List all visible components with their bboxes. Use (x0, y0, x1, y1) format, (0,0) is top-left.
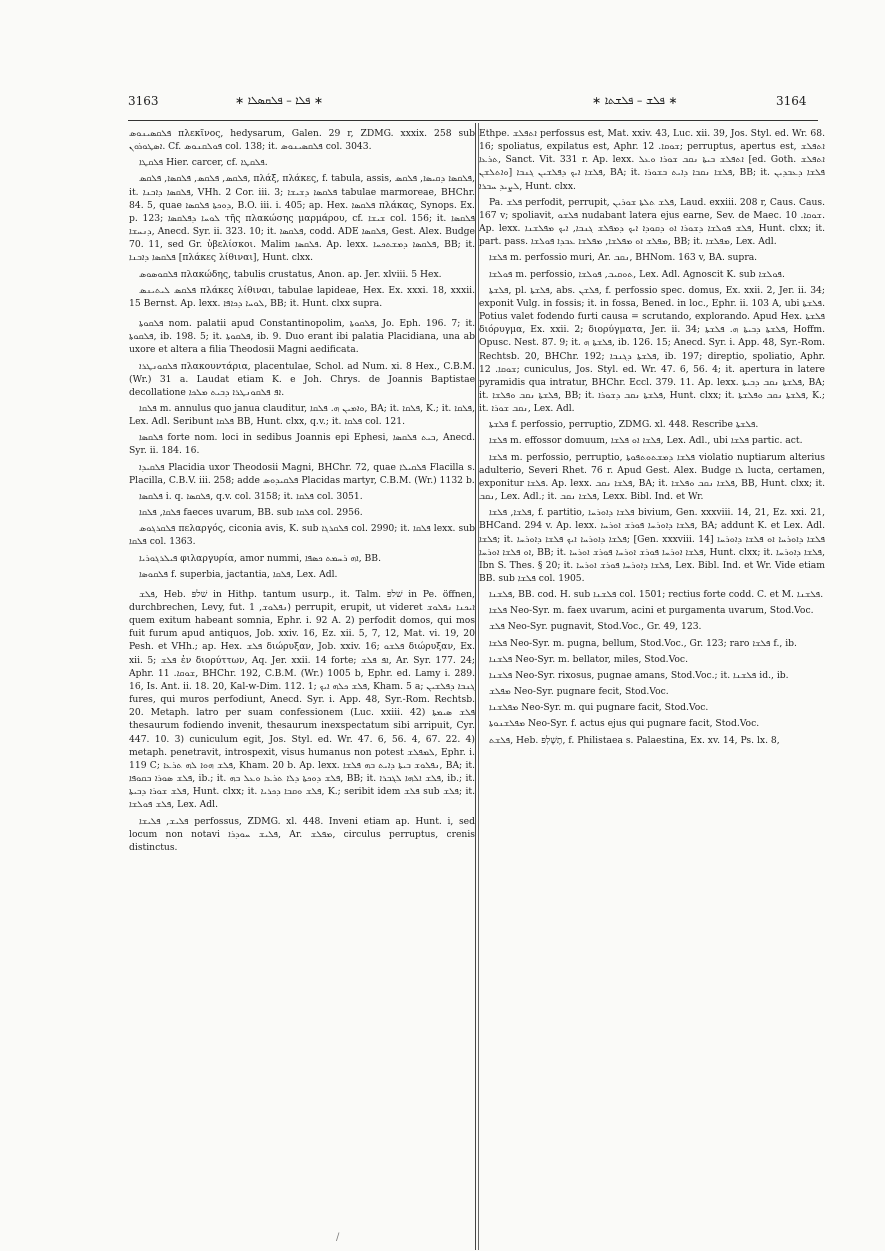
running-head-right: ∗ ܦܠܫ – ܦܠܫܬܐ ∗ (592, 94, 678, 107)
right-column (479, 127, 825, 750)
entry: ܦܠܩܘܣܐ f. superbia, jactantia, ܦܠܩܐ, Lex. Adl. (139, 568, 338, 580)
column-divider (475, 123, 476, 1250)
entry: ܦܠܫܐ m. perfossio, perruptio, ܦܠܫܐ ܕܡܫܬܘܬܦܘܬܐ violatio nuptiarum alterius adulterio, Severi Rhet. 76 r. Apud Gest. Alex. Budge ܠܐ lucta, certamen, exponitur ܦܠܫܐ. Ap. lexx. ܦܠܫܐ ܢܩܒ, BA; it. ܦܠܫܐ ܢܩܒ ܘܦܠܫܐ, BB, Hunt. clxx; it. ܢܩܒ, Lex. Adl.; it. ܦܠܫܐ ܢܩܒ, Lexx. Bibl. Ind. et Wr. (479, 451, 826, 503)
entry: ܦܠܩܝܕܐ Placidia uxor Theodosii Magni, BHChr. 72, quae ܦܠܩܝܠܐ Flacilla s. Placilla, C.B.V. iii. 258; adde ܦܠܩܝܕܘܣ Placidas martyr, C.B.M. (Wr.) 1132 b. (129, 461, 475, 486)
entry: ܦܠܩܣܝܢܘܣ πλεκῖνος, hedysarum, Galen. 29 r, ZDMG. xxxix. 258 sub ܐܣܛܘܪܘܢ. Cf. ܦܘܠܩܢܘܣ col. 138; it. ܦܠܩܣܝܢܘܣ col. 3043. (129, 128, 475, 153)
entry: ܡܦܠܫܢܘܬܐ Neo-Syr. f. actus ejus qui pugnare facit, Stod.Voc. (489, 718, 760, 730)
entry: ܦܠܩܣܐ i. q. ܦܠܩܣܐ, q.v. col. 3158; it. ܦܠܩܐ col. 3051. (139, 490, 363, 502)
page-number-left: 3163 (128, 94, 159, 108)
left-column (129, 127, 475, 857)
entry: ܦܠܩܣܐ forte nom. loci in sedibus Joannis epi Ephesi, ܒܝܬ ܦܠܩܣܐ, Anecd. Syr. ii. 184. 16. (129, 432, 475, 457)
entry: ܦܠܩܘܣܘܣ πλακώδης, tabulis crustatus, Anon. ap. Jer. xlviii. 5 Hex. (139, 268, 442, 280)
entry: ܦܠܫ Neo-Syr. pugnavit, Stod.Voc., Gr. 49, 123. (489, 621, 702, 633)
entry: ܦܠܫܢܐ Neo-Syr. m. bellator, miles, Stod.Voc. (489, 653, 688, 665)
entry: ܦܠܩܐ, ܦܠܩܐ faeces uvarum, BB. sub ܦܠܩܐ col. 2956. (139, 507, 363, 519)
entry: ܦܠܫܬܐ, pl. ܦܠܫܬܐ, abs. ܦܠܫܢ, f. perfossio spec. domus, Ex. xxii. 2, Jer. ii. 34; exponit Vulg. in fossis; it. in fossa, Bened. in loc., Ephr. ii. 103 A, ubi ܦܠܫܬܐ. Potius valet fodendo furti causa = scrutando, explorando. Apud Hex. ܦܠܫܬܐ διόρυγμα, Ex. xxii. 2; διορύγματα, Jer. ii. 34; ܦܠܫܬܐ ܕܒܝܬܐ ܗ. ܦܠܫܬܐ, Hoffm. Opusc. Nest. 87. 9; it. ܦܠܫܬܐ ܗ, ib. 126. 15; Anecd. Syr. i. App. 48, Syr.-Rom. Rechtsb. 20, BHChr. 192; ܦܠܫܬܐ ܕܓܢܒܐ, ib. 197; direptio, spoliatio, Aphr. ܫܘܩܐ. 12; cuniculus, Jos. Styl. ed. Wr. 47. 6, 56. 4; it. apertura in latere pyramidis qua intratur, BHChr. Eccl. 379. 11. Ap. lexx. ܦܠܫܬܐ ܢܩܒ ܕܒܝܬܐ, BA; it. ܦܠܫܬܐ ܢܩܒ ܘܦܠܫܐ, BB; it. ܦܠܫܬܐ ܢܩܒ ܕܫܘܪܐ, Hunt. clxx; it. ܦܠܫܬܐ ܢܩܒ ܘܦܠܫܬܐ, K.; it. ܢܩܒ ܫܘܪܐ, Lex. Adl. (479, 284, 826, 415)
entry: ܦܠܫܐ, ܦܠܫܐ, f. partitio, ܦܠܫܐ ܕܐܘܪܚܐ bivium, Gen. xxxviii. 14, 21, Ez. xxi. 21, BHCand. 294 v. Ap. lexx. ܦܠܫܐ ܕܐܘܪܚܐ ܦܘܪܫ ܐܘܪܚܐ, BA; addunt K. et Lex. Adl. ܦܠܫܐ; it. ܦܠܫܐ ܕܐܘܪܚܐ ܐܝܟ ܦܠܫܐ ܕܐܘܪܚܐ; [Gen. xxxviii. 14] ܦܠܫܐ ܕܐܘܪܚܐ ܐܘ ܦܠܫܐ ܕܐܘܪܚܐ ܐܘ ܦܠܫܐ ܐܘܪܚܐ, BB; it. ܦܠܫܐ ܐܘܪܚܐ ܦܘܪܫ ܐܘܪܚܐ ܦܘܪܫ ܐܘܪܚܐ, Hunt. clxx; it. ܦܠܫܐ ܕܐܘܪܚܐ, Ibn S. Thes. § 20; it. ܦܠܫܐ ܕܐܘܪܚܐ ܦܘܪܫ ܐܘܪܚܐ, Lex. Bibl. Ind. et Wr. Vide etiam BB. sub ܦܠܫܐ col. 1905. (479, 507, 825, 584)
entry: ܦܝܠܪܓܘܪܝܐ φιλαργυρία, amor nummi, ܐܗ ܪܚܡܬ ܟܣܦܐ, BB. (139, 552, 381, 564)
entry: ܦܠܩܣ ܠܝܬܝܢܣ πλάκες λίθιναι, tabulae lapideae, Hex. Ex. xxxi. 18, xxxii. 15 Bernst. Ap. lexx. ܠܘܚܐ ܕܟܐܦܐ, BB; it. Hunt. clxx supra. (129, 284, 476, 309)
header-rule (128, 120, 818, 121)
page-header (0, 94, 885, 114)
entry: Pa. ܦܠܫ perfodit, perrupit, ܦܠܫ ܬܠܬܐ ܫܘܪܝܢ, Laud. exxiii. 208 r, Caus. Caus. 167 v; spoliavit, ܦܠܫܘ nudabant latera ejus earne, Sev. de Maec. ܫܘܩܐ. 10. Ap. lexx. ܦܠܫ ܦܘܠܫܐ ܕܫܘܪܐ ܐܘ ܕܩܘܕܐ ܐܝܟ ܕܡܦܠܫ ܓܢܒܐ, ܐܝܟ ܡܦܠܫܢܐ, Hunt. clxx; it. part. pass. ܡܦܠܫ ܐܘ ܡܦܠܫܐ, ܡܦܠܫܐ ܥܒܕܐ ܦܘܠܫܐ, BB; it. ܡܦܠܫܐ, Lex. Adl. (479, 196, 825, 248)
page-number-right: 3164 (776, 94, 807, 108)
entry: ܦܠܩܘܬܐ nom. palatii apud Constantinopolim, ܦܠܩܘܬܐ, Jo. Eph. 196. 7; it. ܦܠܩܘܬܐ, ib. 198. 5; it. ܦܠܩܘܬܐ, ib. 9. Duo erant ibi palatia Placidiana, una ab uxore et altera a filia Theodosii Magni aedificata. (129, 318, 475, 356)
entry: ܦܠܫܐ m. effossor domuum, ܦܠܫܐ ܐܘ ܦܠܫܐ, Lex. Adl., ubi ܦܠܫܐ partic. act. (489, 435, 803, 447)
entry: ܡܦܠܫܢܐ Neo-Syr. m. qui pugnare facit, Stod.Voc. (489, 702, 709, 714)
entry: ܦܠܫܐ Neo-Syr. m. faex uvarum, acini et purgamenta uvarum, Stod.Voc. (489, 605, 814, 617)
entry: ܦܠܫܐ m. perfossio muri, Ar. ܢܩܒ, BHNom. 163 v, BA. supra. (489, 252, 758, 264)
entry: ܦܠܫܬܐ f. perfossio, perruptio, ZDMG. xl. 448. Rescribe ܦܠܫܬܐ. (489, 419, 759, 431)
entry: ܦܠܩܣ, ܦܠܩܣ, ܦܠܩܣܐ, ܦܠܩܣ, πλάξ, πλάκες, f. tabula, assis, ܦܠܩܣܐ ܕܩܝܣܐ, ܦܠܩܣ, it. ܦܠܩܣܐ ܕܐܒܢܐ, VHh. 2 Cor. iii. 3; ܦܠܩܣܐ ܕܫܝܫܐ tabulae marmoreae, BHChr. 84. 5, quae ܕܘܟܬܐ ܦܠܩܣܐ, B.O. iii. i. 405; ap. Hex. ܦܠܩܣܐ πλάκας, Synops. Ex. p. 123; ܠܘܚܐ ܕܦܠܩܣܐ τῆς πλακώσης μαρμάρου, cf. ܫܝܫܐ col. 156; it. ܦܠܩܣܐ ܕܢܚܫܐ, Anecd. Syr. ii. 323. 10; it. ܦܠܩܣܐ, codd. ADE ܦܠܩܣܐ, Gest. Alex. Budge 70. 11, sed Gr. ὑβελίσκοι. Malim ܦܠܩܣܐ. Ap. lexx. ܦܠܩܣܐ ܕܡܫܬܟܚܐ, BB; it. ܦܠܩܣܐ ܕܐܒܢܐ [πλάκες λίθιναι], Hunt. clxx. (129, 173, 476, 264)
entry: ܦܠܝܫ, ܦܠܝܫܐ perfossus, ZDMG. xl. 448. Inveni etiam ap. Hunt. i, sed locum non notavi ܦܠܝܫ ܚܘܕܪܐ, Ar. ܡܦܠܫ, circulus perruptus, crenis distinctus. (129, 815, 475, 853)
entry: ܦܘܠܫܐ m. perfossio, ܬܘܩܝܒ, ܦܘܠܫܐ, Lex. Adl. Agnoscit K. sub ܦܘܠܫܐ. (489, 268, 785, 280)
entry: ܦܠܩܛܐ Hier. carcer, cf. ܦܠܩܛܐ. (139, 157, 268, 169)
entry: ܦܠܫܢܐ Neo-Syr. rixosus, pugnae amans, Stod.Voc.; it. ܦܠܫܢܐ id., ib. (489, 669, 789, 681)
entry: ܦܠܩܐ m. annulus quo janua clauditur, ܘܐܡܝܢ ܗ. ܦܠܩܐ, BA; it. ܦܠܩܐ, K.; it. ܦܠܩܐ, Lex. Adl. Seribunt ܦܠܩܐ BB, Hunt. clxx, q.v.; it. ܦܠܩܐ col. 121. (129, 402, 475, 428)
entry: ܦܠܫܐ Neo-Syr. m. pugna, bellum, Stod.Voc., Gr. 123; raro ܦܠܫܐ f., ib. (489, 637, 797, 649)
entry: ܦܠܫܬ, Heb. תֶשֶׁלְפּ, f. Philistaea s. Palaestina, Ex. xv. 14, Ps. lx. 8, (489, 734, 780, 746)
entry: Ethpe. ܐܬܦܠܫ perfossus est, Mat. xxiv. 43, Luc. xii. 39, Jos. Styl. ed. Wr. 68. 16; spoliatus, expilatus est, Aphr. ܫܘܩܐ. 12; perruptus, apertus est, ܐܬܦܠܫ ܬܪܥܐ, Sanct. Vit. 331 r. Ap. lexx. ܐܬܦܠܫ ܒܝܬܐ ܢܩܒ ܫܘܪܐ ܘܥܠ [ed. Goth. ܐܬܦܠܫ ܘܐܬܠܫܢ] ܦܠܫܐ ܐܝܟ ܕܦܠܫܝܢ ܓܢܒܐ, BA; it. ܦܠܫܐ ܢܩܒܐ ܕܐܝܬ ܒܫܘܪܐ, BB; it. ܦܠܫܐ ܕܥܒܕܝܢ ܠܨܝܕ ܚܒܪܐ, Hunt. clxx. (479, 128, 825, 192)
entry: ܡܦܠܫ Neo-Syr. pugnare fecit, Stod.Voc. (489, 686, 669, 698)
entry: ܦܠܫ, Heb. שׁלפּ in Hithp. tantum usurp., it. Talm. שׁלפּ in Pe. öffnen, durchbrechen, Levy, fut. ܢܦܠܘܫ, 1) perrupit, erupit, ut videret ܐܝܟܢܐ ܢܦܠܘܫ quem exitum habeant somnia, Ephr. i. 92 A. 2) perfodit domos, qui mos fuit furum apud antiquos, Job. xxiv. 16, Ez. xii. 5, 7, 12, Mat. vi. 19, 20 Pesh. et VHh.; ap. Hex. ܦܠܫ διώρυξαν, Job. xxiv. 16; ܦܠܫܘ διώρυξαν, Ex. xii. 5; ܦܠܫ ἐν διορύττων, Aq. Jer. xxii. 14 forte; ܐܦ ܦܠܫ, Ar. Syr. 177. 24; Aphr. ܫܘܩܐ. 11, BHChr. 192, C.B.M. (Wr.) 1005 b, Ephr. ed. Lamy i. 289. 16, Is. Ant. ii. 18. 20, Kal-w-Dim. 112. 1; ܦܠܫ ܟܠܗ ܐܝܟ, Kham. 5 a; ܓܢܒܐ ܕܦܠܫܝܢ fures, qui muros perfodiunt, Anecd. Syr. i. App. 48, Syr.-Rom. Rechtsb. 20. Metaph. latro per suam confessionem (Luc. xxiii. 42) ܦܠܫ ܣܝܡܬܐ thesaurum fodiendo invenit, thesaurum inexspectatum sibi arripuit, Cyr. 447. 10. 3) cuniculum egit, Jos. Styl. ed. Wr. 47. 6, 56. 4, 67. 22. 4) metaph. penetravit, introspexit, visus humanus non potest ܠܡܦܠܫ, Ephr. i. 119 C; ܦܠܫ ܗܘܐ ܠܗ ܬܪܥܐ, Kham. 20 b. Ap. lexx. ܢܦܠܘܫ ܒܝܬܐ ܕܐܝܬ ܒܗ ܦܠܫܐ, BA; it. ܦܠܫ ܣܘܪܐ ܒܩܘܦܐ, ib.; it. ܦܠܫ ܕܘܟܬܐ ܕܠܐ ܬܪܥܐ ܘܥܠ ܒܗ, BB; it. ܦܠܫ ܐܠܗܐ ܠܓܒܪܐ, ib.; it. ܦܠܫ ܫܘܪܐ ܕܒܝܬܐ, Hunt. clxx; it. ܦܠܫ ܘܩܒܐ ܕܟܪܝܐ, K.; seribit idem ܦܠܫ sub ܦܠܫ; it. ܦܠܫ ܦܘܠܫܐ, Lex. Adl. (129, 588, 476, 811)
entry: ܦܠܩܘܢܛܪܐ πλακουντάρια, placentulae, Schol. ad Num. xi. 8 Hex., C.B.M. (Wr.) 31 a. Laudat etiam K. e Joh. Chrys. de Joannis Baptistae decollatione ܐܦ ܦܠܩܘܢܛܪܐ ܕܒܝܬ ܡܠܟܐ. (129, 360, 475, 398)
entry: ܦܠܩܪܓܘܣ πελαργός, ciconia avis, K. sub ܦܠܩܪܓܐ col. 2990; it. ܦܠܩܐ lexx. sub ܦܠܩܐ col. 1363. (129, 523, 475, 548)
entry: ܦܠܫܢܐ, BB. cod. H. sub ܦܠܫܢܐ col. 1501; rectius forte codd. C. et M. ܦܠܫܢܐ. (489, 589, 824, 601)
running-head-left: ∗ ܦܠܐ – ܦܠܩܣܠܐ ∗ (235, 94, 324, 107)
footer-mark: / (336, 1232, 340, 1243)
